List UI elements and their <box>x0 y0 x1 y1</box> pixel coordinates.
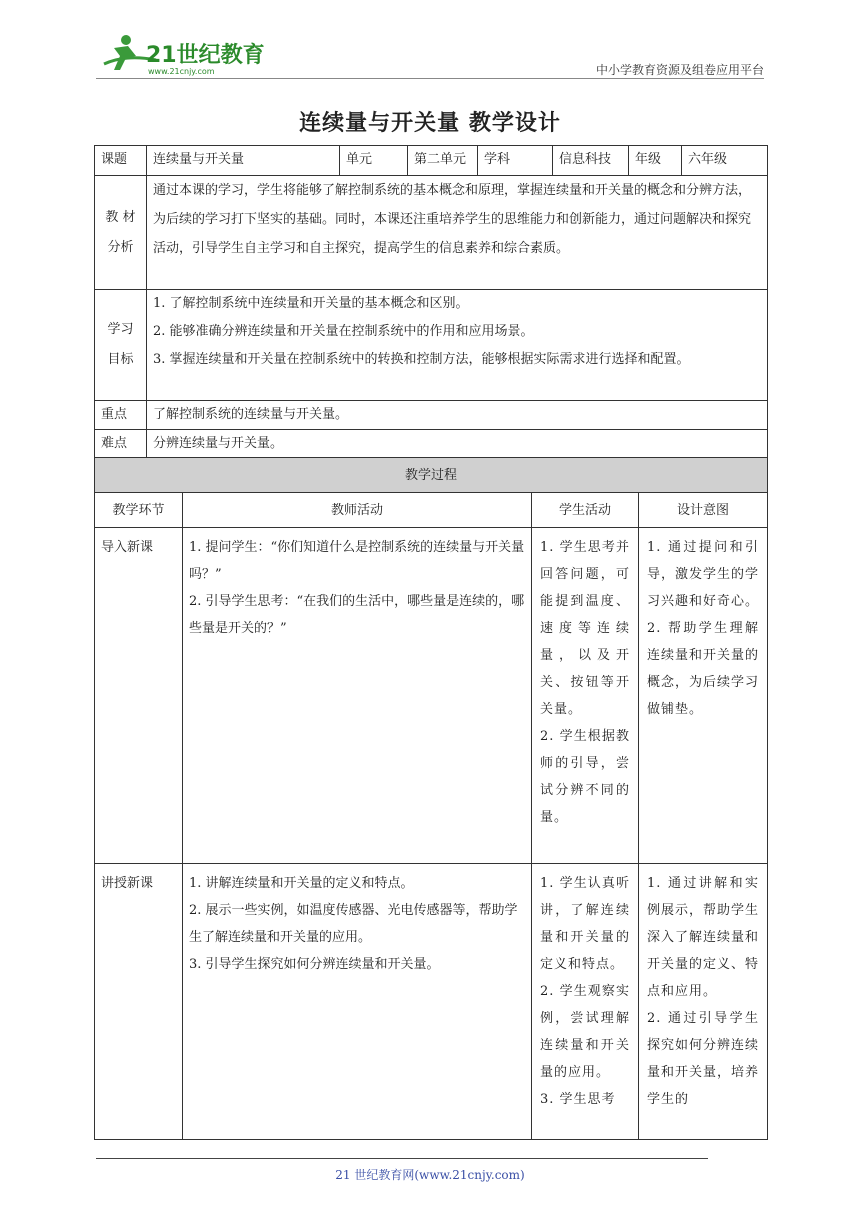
student-item: 2. 学生根据教师的引导，尝试分辨不同的量。 <box>540 729 630 825</box>
table-row <box>95 528 768 864</box>
platform-name: 中小学教育资源及组卷应用平台 <box>595 63 764 77</box>
intent-item: 1. 通过讲解和实例展示，帮助学生深入了解连续量和开关量的定义、特点和应用。 <box>647 876 760 999</box>
header-student: 学生活动 <box>532 493 639 528</box>
teacher-cell <box>183 864 532 1140</box>
grade-value: 六年级 <box>682 146 768 176</box>
intent-item: 1. 通过提问和引导，激发学生的学习兴趣和好奇心。 <box>647 540 760 609</box>
svg-text:21世纪教育: 21世纪教育 <box>146 43 265 68</box>
footer-divider <box>96 1158 708 1159</box>
subject-label: 学科 <box>478 146 553 176</box>
intent-item: 2. 通过引导学生探究如何分辨连续量和开关量，培养学生的 <box>647 1011 760 1107</box>
grade-label: 年级 <box>629 146 682 176</box>
student-item: 1. 学生认真听讲，了解连续量和开关量的定义和特点。 <box>540 876 630 972</box>
footer-text: 21 世纪教育网(www.21cnjy.com) <box>335 1168 525 1182</box>
teacher-item: 2. 引导学生思考：“在我们的生活中，哪些量是连续的，哪些量是开关的？” <box>189 594 525 636</box>
analysis-text: 通过本课的学习，学生将能够了解控制系统的基本概念和原理，掌握连续量和开关量的概念和分辨方法，为后续的学习打下坚实的基础。同时，本课还注重培养学生的思维能力和创新能力，通过问题解决和探究活动，引导学生自主学习和自主探究，提高学生的信息素养和综合素质。 <box>147 176 768 290</box>
student-item: 2. 学生观察实例，尝试理解连续量和开关量的应用。 <box>540 984 630 1080</box>
page-header <box>96 30 764 80</box>
logo-icon <box>96 30 266 78</box>
student-cell <box>532 528 639 864</box>
info-table <box>94 145 768 459</box>
goals-label: 学习 目标 <box>95 290 147 401</box>
teacher-item: 1. 提问学生：“你们知道什么是控制系统的连续量与开关量吗？” <box>189 540 525 582</box>
svg-text:www.21cnjy.com: www.21cnjy.com <box>148 67 215 76</box>
key-point-label: 重点 <box>95 401 147 430</box>
teacher-cell <box>183 528 532 864</box>
header-intent: 设计意图 <box>639 493 768 528</box>
goal-item: 3. 掌握连续量和开关量在控制系统中的转换和控制方法，能够根据实际需求进行选择和配置。 <box>153 352 690 367</box>
teacher-item: 3. 引导学生探究如何分辨连续量和开关量。 <box>189 957 440 972</box>
unit-label: 单元 <box>340 146 408 176</box>
intent-cell <box>639 864 768 1140</box>
table-row <box>95 864 768 1140</box>
stage-cell: 导入新课 <box>95 528 183 864</box>
page-title: 连续量与开关量 教学设计 <box>299 111 561 136</box>
stage-cell: 讲授新课 <box>95 864 183 1140</box>
key-point-text: 了解控制系统的连续量与开关量。 <box>147 401 768 430</box>
topic-label: 课题 <box>95 146 147 176</box>
student-cell <box>532 864 639 1140</box>
difficulty-label: 难点 <box>95 430 147 459</box>
subject-value: 信息科技 <box>553 146 629 176</box>
process-table <box>94 457 768 1140</box>
teacher-item: 1. 讲解连续量和开关量的定义和特点。 <box>189 876 414 891</box>
intent-cell <box>639 528 768 864</box>
difficulty-text: 分辨连续量与开关量。 <box>147 430 768 459</box>
teacher-item: 2. 展示一些实例，如温度传感器、光电传感器等，帮助学生了解连续量和开关量的应用。 <box>189 903 518 945</box>
goal-item: 1. 了解控制系统中连续量和开关量的基本概念和区别。 <box>153 296 469 311</box>
intent-item: 2. 帮助学生理解连续量和开关量的概念，为后续学习做铺垫。 <box>647 621 760 717</box>
header-divider <box>96 78 764 79</box>
topic-value: 连续量与开关量 <box>147 146 340 176</box>
header-teacher: 教师活动 <box>183 493 532 528</box>
goals-list <box>147 290 768 401</box>
goal-item: 2. 能够准确分辨连续量和开关量在控制系统中的作用和应用场景。 <box>153 324 534 339</box>
student-item: 3. 学生思考 <box>540 1092 616 1107</box>
analysis-label: 教 材 分析 <box>95 176 147 290</box>
student-item: 1. 学生思考并回答问题，可能提到温度、速度等连续量，以及开关、按钮等开关量。 <box>540 540 630 717</box>
process-banner: 教学过程 <box>95 458 768 493</box>
header-stage: 教学环节 <box>95 493 183 528</box>
unit-value: 第二单元 <box>408 146 478 176</box>
